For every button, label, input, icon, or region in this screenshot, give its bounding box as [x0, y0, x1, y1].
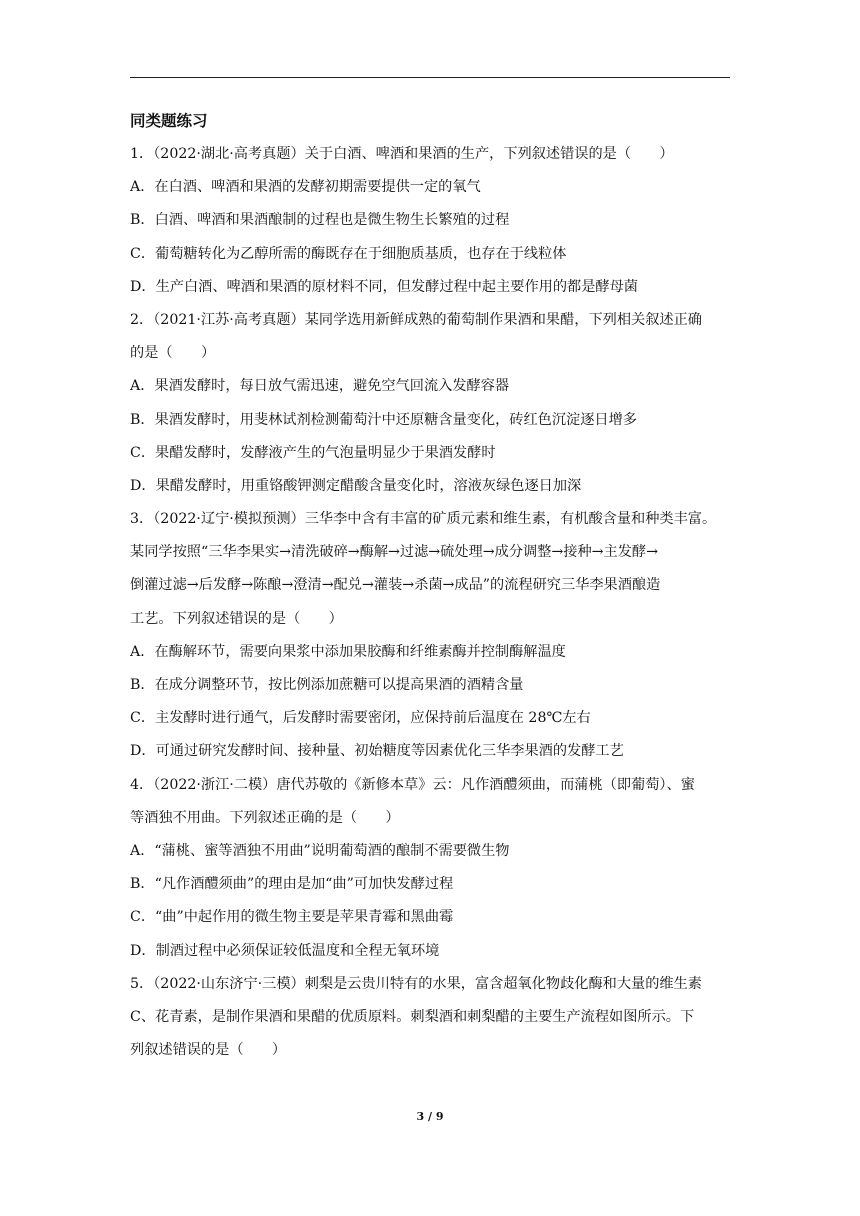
- question-stem-line: C、花青素，是制作果酒和果醋的优质原料。刺梨酒和刺梨醋的主要生产流程如图所示。下: [130, 1008, 695, 1025]
- option-b: B．果酒发酵时，用斐林试剂检测葡萄汁中还原糖含量变化，砖红色沉淀逐日增多: [130, 411, 637, 428]
- option-d: D．生产白酒、啤酒和果酒的原材料不同，但发酵过程中起主要作用的都是酵母菌: [130, 278, 638, 295]
- option-a: A．果酒发酵时，每日放气需迅速，避免空气回流入发酵容器: [130, 378, 510, 395]
- question-1: [130, 138, 732, 304]
- option-c: C．果醋发酵时，发酵液产生的气泡量明显少于果酒发酵时: [130, 444, 496, 461]
- option-a: A．“蒲桃、蜜等酒独不用曲”说明葡萄酒的酿制不需要微生物: [130, 842, 510, 859]
- question-stem-line: 某同学按照“三华李果实→清洗破碎→酶解→过滤→硫处理→成分调整→接种→主发酵→: [130, 544, 658, 561]
- header-rule: [130, 77, 730, 78]
- option-c: C．“曲”中起作用的微生物主要是苹果青霉和黑曲霉: [130, 909, 454, 926]
- option-d: D．可通过研究发酵时间、接种量、初始糖度等因素优化三华李果酒的发酵工艺: [130, 743, 624, 760]
- question-stem-line: 列叙述错误的是（ ）: [130, 1042, 287, 1059]
- page-number: 3 / 9: [416, 1110, 444, 1123]
- question-stem-line: 1．（2022·湖北·高考真题）关于白酒、啤酒和果酒的生产，下列叙述错误的是（ ）: [130, 146, 674, 162]
- option-a: A．在酶解环节，需要向果浆中添加果胶酶和纤维素酶并控制酶解温度: [130, 643, 566, 660]
- question-3: [130, 503, 732, 769]
- question-2: [130, 304, 732, 503]
- option-c: C．主发酵时进行通气，后发酵时需要密闭，应保持前后温度在 28℃左右: [130, 710, 591, 727]
- question-stem-line: 2．（2021·江苏·高考真题）某同学选用新鲜成熟的葡萄制作果酒和果醋，下列相关叙述正确: [130, 311, 702, 328]
- option-b: B．“凡作酒醴须曲”的理由是加“曲”可加快发酵过程: [130, 876, 454, 893]
- question-stem-line: 倒灌过滤→后发酵→陈酿→澄清→配兑→灌装→杀菌→成品”的流程研究三华李果酒酿造: [130, 577, 661, 594]
- option-d: D．制酒过程中必须保证较低温度和全程无氧环境: [130, 942, 440, 959]
- option-b: B．在成分调整环节，按比例添加蔗糖可以提高果酒的酒精含量: [130, 677, 524, 693]
- page-content: [130, 104, 732, 1067]
- question-stem-line: 5．（2022·山东济宁·三模）刺梨是云贵川特有的水果，富含超氧化物歧化酶和大量的维生素: [130, 975, 702, 992]
- question-4: [130, 769, 732, 968]
- question-5: [130, 968, 732, 1068]
- question-stem-line: 4．（2022·浙江·二模）唐代苏敬的《新修本草》云：凡作酒醴须曲，而蒲桃（即葡萄）、蜜: [130, 776, 695, 793]
- option-c: C．葡萄糖转化为乙醇所需的酶既存在于细胞质基质，也存在于线粒体: [130, 245, 567, 262]
- section-title: 同类题练习: [130, 112, 208, 130]
- option-a: A．在白酒、啤酒和果酒的发酵初期需要提供一定的氧气: [130, 179, 481, 196]
- question-stem-line: 3．（2022·辽宁·模拟预测）三华李中含有丰富的矿质元素和维生素，有机酸含量和种类丰富。: [130, 511, 717, 528]
- option-b: B．白酒、啤酒和果酒酿制的过程也是微生物生长繁殖的过程: [130, 212, 510, 229]
- question-stem-line: 工艺。下列叙述错误的是（ ）: [130, 610, 343, 627]
- question-stem-line: 等酒独不用曲。下列叙述正确的是（ ）: [130, 809, 400, 826]
- question-stem-line: 的是（ ）: [130, 345, 216, 362]
- option-d: D．果醋发酵时，用重铬酸钾测定醋酸含量变化时，溶液灰绿色逐日加深: [130, 477, 582, 494]
